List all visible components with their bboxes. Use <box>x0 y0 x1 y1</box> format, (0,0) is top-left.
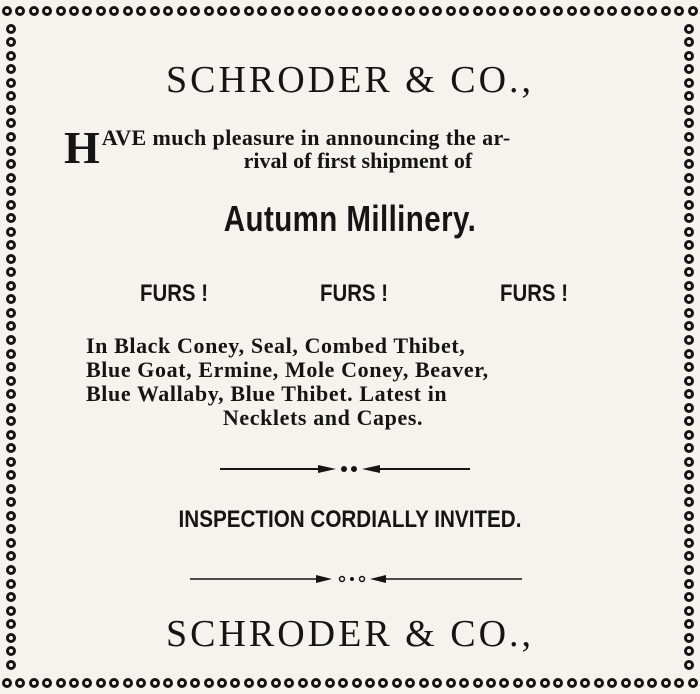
chain-ring-icon <box>684 592 694 602</box>
chain-ring-icon <box>6 606 16 616</box>
chain-ring-icon <box>684 443 694 453</box>
chain-ring-icon <box>684 308 694 318</box>
details-line-1: In Black Coney, Seal, Combed Thibet, <box>86 333 466 358</box>
chain-ring-icon <box>6 294 16 304</box>
chain-ring-icon <box>684 267 694 277</box>
chain-ring-icon <box>6 267 16 277</box>
chain-ring-icon <box>684 389 694 399</box>
chain-ring-icon <box>684 321 694 331</box>
chain-ring-icon <box>674 6 684 16</box>
chain-ring-icon <box>6 646 16 656</box>
chain-ring-icon <box>684 173 694 183</box>
chain-ring-icon <box>684 497 694 507</box>
chain-ring-icon <box>6 619 16 629</box>
chain-ring-icon <box>684 606 694 616</box>
chain-ring-icon <box>6 37 16 47</box>
chain-ring-icon <box>6 416 16 426</box>
chain-ring-icon <box>6 51 16 61</box>
chain-ring-icon <box>6 565 16 575</box>
chain-ring-icon <box>6 159 16 169</box>
chain-ring-icon <box>6 497 16 507</box>
chain-ring-icon <box>6 484 16 494</box>
chain-ring-icon <box>6 64 16 74</box>
chain-ring-icon <box>6 213 16 223</box>
announcement-line-2: rival of first shipment of <box>243 148 473 173</box>
chain-ring-icon <box>6 579 16 589</box>
chain-ring-icon <box>6 91 16 101</box>
chain-ring-icon <box>6 24 16 34</box>
chain-ring-icon <box>684 200 694 210</box>
chain-ring-icon <box>684 457 694 467</box>
chain-ring-icon <box>684 51 694 61</box>
chain-ring-icon <box>684 186 694 196</box>
chain-ring-icon <box>6 633 16 643</box>
chain-ring-icon <box>29 6 39 16</box>
chain-ring-icon <box>684 132 694 142</box>
chain-ring-icon <box>684 511 694 521</box>
invitation-line: INSPECTION CORDIALLY INVITED. <box>178 506 522 533</box>
details-line-4: Necklets and Capes. <box>222 405 424 430</box>
chain-ring-icon <box>684 227 694 237</box>
chain-ring-icon <box>684 551 694 561</box>
chain-ring-icon <box>2 6 12 16</box>
chain-ring-icon <box>661 678 671 688</box>
chain-ring-icon <box>684 470 694 480</box>
chain-ring-icon <box>6 362 16 372</box>
advert-body <box>40 0 660 694</box>
chain-ring-icon <box>6 660 16 670</box>
furs-row <box>134 280 574 308</box>
chain-ring-icon <box>2 678 12 688</box>
firm-name-bottom: SCHRODER & CO., <box>165 613 535 655</box>
chain-ring-icon <box>684 37 694 47</box>
firm-name-top: SCHRODER & CO., <box>165 59 535 101</box>
announcement <box>64 122 644 173</box>
chain-ring-icon <box>674 678 684 688</box>
furs-label-1: FURS ! <box>140 280 208 307</box>
chain-ring-icon <box>29 678 39 688</box>
chain-ring-icon <box>6 349 16 359</box>
chain-ring-icon <box>6 200 16 210</box>
details-line-2: Blue Goat, Ermine, Mole Coney, Beaver, <box>86 357 489 382</box>
border-right <box>678 22 700 672</box>
chain-ring-icon <box>6 146 16 156</box>
chain-ring-icon <box>684 213 694 223</box>
chain-ring-icon <box>6 443 16 453</box>
chain-ring-icon <box>6 254 16 264</box>
chain-ring-icon <box>6 186 16 196</box>
details-line-3: Blue Wallaby, Blue Thibet. Latest in <box>86 381 448 406</box>
chain-ring-icon <box>6 430 16 440</box>
chain-ring-icon <box>684 376 694 386</box>
chain-ring-icon <box>6 511 16 521</box>
chain-ring-icon <box>684 240 694 250</box>
chain-ring-icon <box>684 430 694 440</box>
chain-ring-icon <box>6 105 16 115</box>
chain-ring-icon <box>684 118 694 128</box>
chain-ring-icon <box>6 538 16 548</box>
chain-ring-icon <box>661 6 671 16</box>
chain-ring-icon <box>684 484 694 494</box>
chain-ring-icon <box>684 254 694 264</box>
chain-ring-icon <box>6 321 16 331</box>
chain-ring-icon <box>684 335 694 345</box>
chain-ring-icon <box>15 6 25 16</box>
chain-ring-icon <box>6 376 16 386</box>
chain-ring-icon <box>6 240 16 250</box>
chain-ring-icon <box>6 470 16 480</box>
chain-ring-icon <box>684 91 694 101</box>
chain-ring-icon <box>684 619 694 629</box>
chain-ring-icon <box>684 349 694 359</box>
chain-ring-icon <box>6 78 16 88</box>
chain-ring-icon <box>684 105 694 115</box>
chain-ring-icon <box>684 362 694 372</box>
chain-ring-icon <box>6 308 16 318</box>
chain-ring-icon <box>6 132 16 142</box>
drop-cap: H <box>64 122 100 173</box>
chain-ring-icon <box>684 159 694 169</box>
chain-ring-icon <box>6 173 16 183</box>
chain-ring-icon <box>684 24 694 34</box>
chain-ring-icon <box>6 281 16 291</box>
chain-ring-icon <box>684 146 694 156</box>
chain-ring-icon <box>684 660 694 670</box>
chain-ring-icon <box>6 403 16 413</box>
chain-ring-icon <box>684 281 694 291</box>
chain-ring-icon <box>6 335 16 345</box>
ornamental-rule-icon <box>40 462 660 476</box>
chain-ring-icon <box>684 416 694 426</box>
border-left <box>0 22 22 672</box>
headline: Autumn Millinery. <box>223 198 477 239</box>
chain-ring-icon <box>6 389 16 399</box>
chain-ring-icon <box>684 78 694 88</box>
chain-ring-icon <box>688 6 698 16</box>
chain-ring-icon <box>684 294 694 304</box>
chain-ring-icon <box>6 227 16 237</box>
fur-details <box>86 334 620 430</box>
ornamental-rule-icon <box>40 572 660 586</box>
announcement-line-1: AVE much pleasure in announcing the ar- <box>101 125 511 150</box>
chain-ring-icon <box>6 118 16 128</box>
chain-ring-icon <box>6 524 16 534</box>
chain-ring-icon <box>15 678 25 688</box>
chain-ring-icon <box>688 678 698 688</box>
chain-ring-icon <box>6 551 16 561</box>
chain-ring-icon <box>684 565 694 575</box>
furs-label-2: FURS ! <box>320 280 388 307</box>
chain-ring-icon <box>684 524 694 534</box>
chain-ring-icon <box>684 633 694 643</box>
chain-ring-icon <box>684 579 694 589</box>
chain-ring-icon <box>684 64 694 74</box>
furs-label-3: FURS ! <box>500 280 568 307</box>
chain-ring-icon <box>684 646 694 656</box>
chain-ring-icon <box>684 403 694 413</box>
chain-ring-icon <box>6 592 16 602</box>
chain-ring-icon <box>684 538 694 548</box>
chain-ring-icon <box>6 457 16 467</box>
